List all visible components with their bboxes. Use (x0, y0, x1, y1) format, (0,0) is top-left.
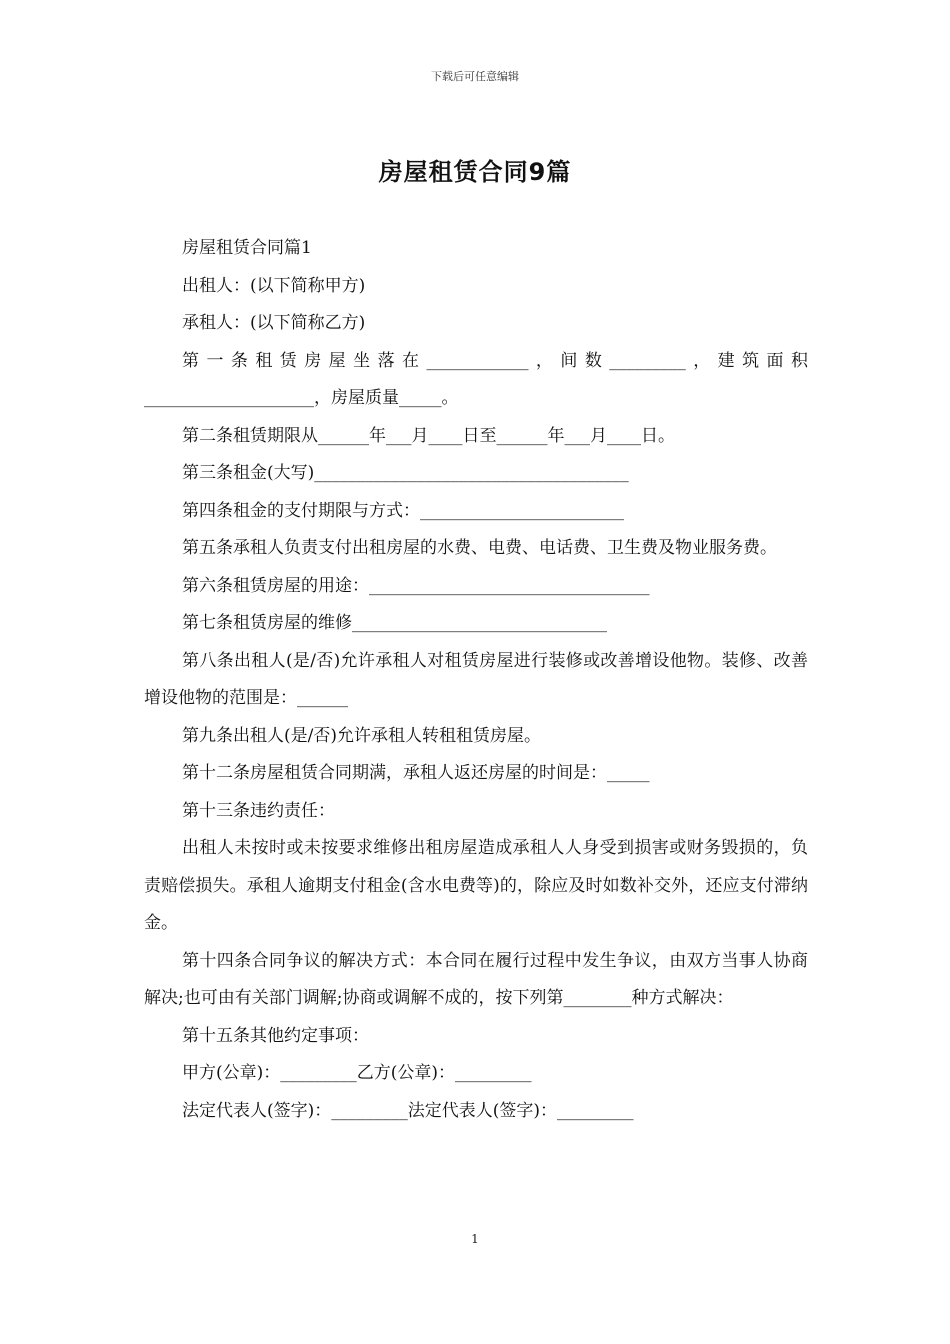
paragraph-signatures: 法定代表人(签字)：_________法定代表人(签字)：_________ (182, 1100, 634, 1121)
paragraph-article-13-detail: 出租人未按时或未按要求维修出租房屋造成承租人人身受到损害或财务毁损的，负责赔偿损失。承租人逾期支付租金(含水电费等)的，除应及时如数补交外，还应支付滞纳金。 (144, 838, 808, 933)
paragraph-lessee: 承租人：(以下简称乙方) (182, 313, 366, 333)
paragraph-article-2: 第二条租赁期限从______年___月____日至______年___月____日。 (182, 425, 675, 446)
paragraph-section-heading: 房屋租赁合同篇1 (182, 238, 312, 258)
paragraph-seals: 甲方(公章)：_________乙方(公章)：_________ (182, 1063, 532, 1083)
paragraph-article-15: 第十五条其他约定事项： (182, 1025, 369, 1046)
paragraph-article-7: 第七条租赁房屋的维修______________________________ (182, 613, 607, 633)
paragraph-article-9: 第九条出租人(是/否)允许承租人转租租赁房屋。 (182, 725, 541, 746)
paragraph-lessor: 出租人：(以下简称甲方) (182, 275, 366, 296)
paragraph-article-6: 第六条租赁房屋的用途：_________________________________ (182, 575, 650, 596)
paragraph-article-5: 第五条承租人负责支付出租房屋的水费、电费、电话费、卫生费及物业服务费。 (182, 538, 777, 558)
paragraph-article-14: 第十四条合同争议的解决方式：本合同在履行过程中发生争议，由双方当事人协商解决;也可由有关部门调解;协商或调解不成的，按下列第________种方式解决： (144, 950, 808, 1008)
paragraph-article-13: 第十三条违约责任： (182, 800, 335, 821)
page-header-note: 下载后可任意编辑 (431, 70, 519, 83)
paragraph-article-1: 第一条租赁房屋坐落在____________，间数_________，建筑面积____________________，房屋质量_____。 (144, 350, 808, 408)
page-number: 1 (471, 1232, 479, 1246)
document-body (144, 230, 808, 1130)
paragraph-article-8: 第八条出租人(是/否)允许承租人对租赁房屋进行装修或改善增设他物。装修、改善增设他物的范围是：______ (144, 650, 808, 708)
paragraph-article-3: 第三条租金(大写)_____________________________________ (182, 463, 629, 483)
document-title: 房屋租赁合同9篇 (378, 158, 572, 186)
paragraph-article-4: 第四条租金的支付期限与方式：________________________ (182, 500, 624, 521)
paragraph-article-12: 第十二条房屋租赁合同期满，承租人返还房屋的时间是：_____ (182, 763, 650, 783)
